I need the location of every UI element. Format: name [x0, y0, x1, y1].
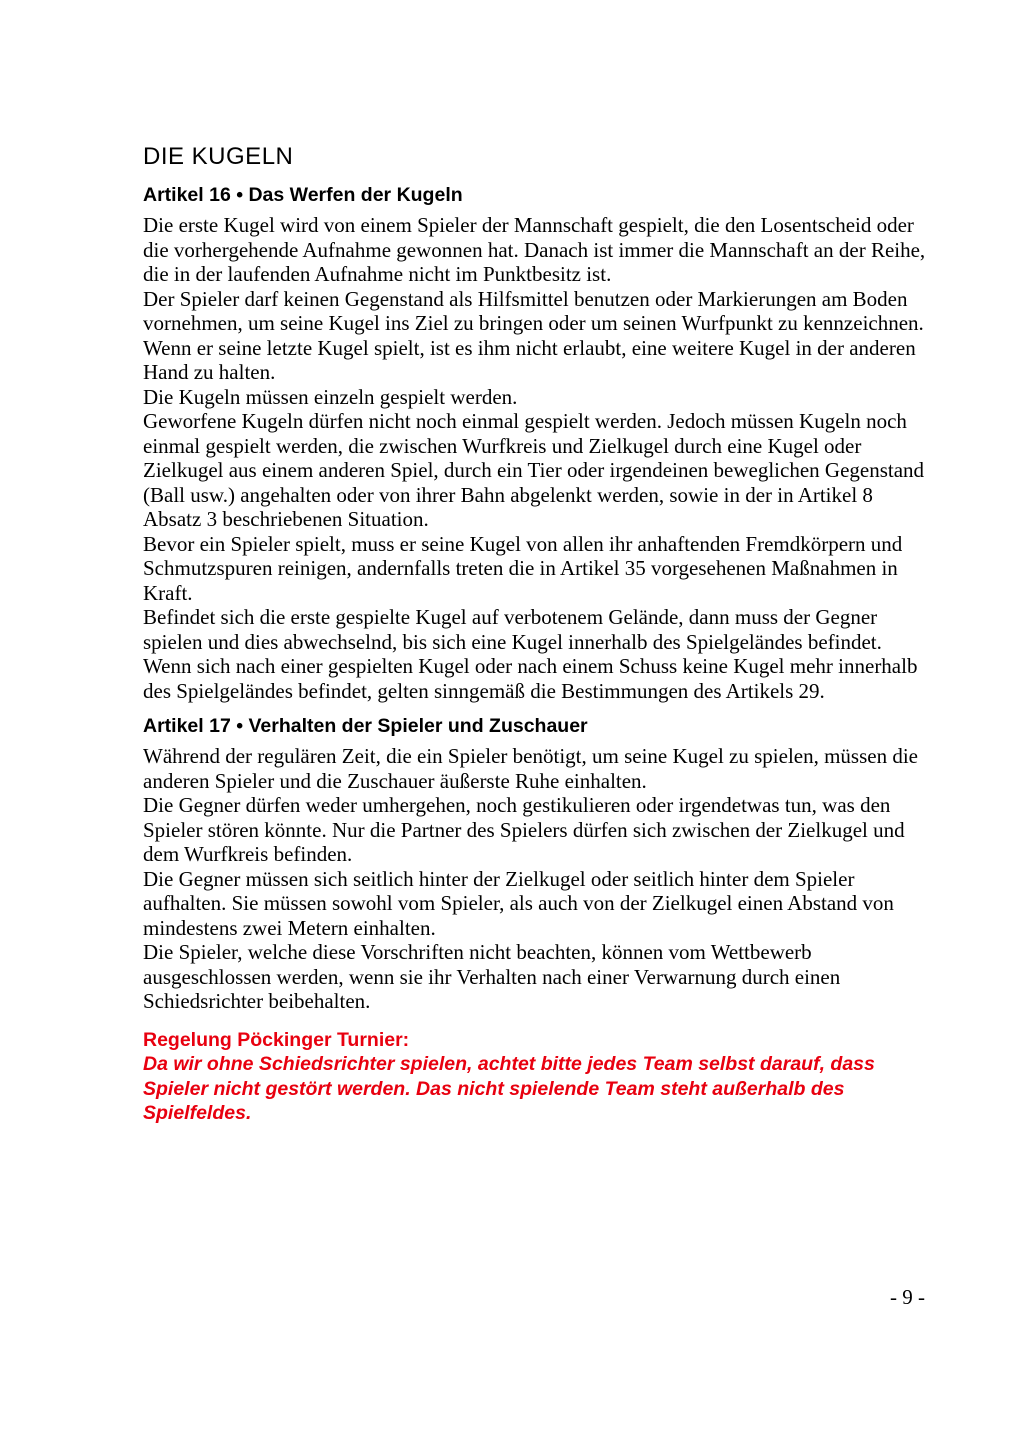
paragraph: Die erste Kugel wird von einem Spieler der Mannschaft gespielt, die den Losentscheid oder die vorhergehende Aufnahme gewonnen hat. Danach ist immer die Mannschaft an der Reihe, die in der laufenden Aufnahme nicht im Punktbesitz ist. — [143, 213, 926, 286]
paragraph: Wenn sich nach einer gespielten Kugel oder nach einem Schuss keine Kugel mehr innerhalb des Spielgeländes befindet, gelten sinngemäß die Bestimmungen des Artikels 29. — [143, 654, 918, 703]
notice-heading: Regelung Pöckinger Turnier: — [143, 1028, 410, 1051]
paragraph: Während der regulären Zeit, die ein Spieler benötigt, um seine Kugel zu spielen, müssen die anderen Spieler und die Zuschauer äußerste Ruhe einhalten. — [143, 744, 919, 793]
paragraph: Geworfene Kugeln dürfen nicht noch einmal gespielt werden. Jedoch müssen Kugeln noch einmal gespielt werden, die zwischen Wurfkreis und Zielkugel durch eine Kugel oder Zielkugel aus einem anderen Spiel, durch ein Tier oder irgendeinen beweglichen Gegenstand (Ball usw.) angehalten oder von ihrer Bahn abgelenkt werden, sowie in der in Artikel 8 Absatz 3 beschriebenen Situation. — [143, 409, 925, 531]
paragraph: Die Spieler, welche diese Vorschriften nicht beachten, können vom Wettbewerb ausgeschlossen werden, wenn sie ihr Verhalten nach einer Verwarnung durch einen Schiedsrichter beibehalten. — [143, 940, 841, 1013]
notice-body: Da wir ohne Schiedsrichter spielen, achtet bitte jedes Team selbst darauf, dass Spieler nicht gestört werden. Das nicht spielende Team steht außerhalb des Spielfeldes. — [143, 1053, 875, 1124]
section-artikel-17 — [143, 715, 935, 1014]
section-artikel-16 — [143, 184, 935, 703]
paragraph: Die Kugeln müssen einzeln gespielt werden. — [143, 384, 518, 409]
page-title: DIE KUGELN — [143, 143, 294, 170]
paragraph: Befindet sich die erste gespielte Kugel auf verbotenem Gelände, dann muss der Gegner spielen und dies abwechselnd, bis sich eine Kugel innerhalb des Spielgeländes befindet. — [143, 605, 882, 654]
paragraph: Bevor ein Spieler spielt, muss er seine Kugel von allen ihr anhaftenden Fremdkörpern und Schmutzspuren reinigen, andernfalls treten die in Artikel 35 vorgesehenen Maßnahmen in Kraft. — [143, 531, 903, 605]
tournament-notice — [143, 1028, 935, 1126]
paragraph: Die Gegner müssen sich seitlich hinter der Zielkugel oder seitlich hinter dem Spieler aufhalten. Sie müssen sowohl vom Spieler, als auch von der Zielkugel einen Abstand von mindestens zwei Metern einhalten. — [143, 866, 894, 940]
page-number: - 9 - — [890, 1285, 925, 1309]
page-content — [143, 143, 935, 1126]
section-heading: Artikel 16 • Das Werfen der Kugeln — [143, 184, 463, 206]
paragraph: Die Gegner dürfen weder umhergehen, noch gestikulieren oder irgendetwas tun, was den Spieler stören könnte. Nur die Partner des Spielers dürfen sich zwischen der Zielkugel und dem Wurfkreis befinden. — [143, 793, 905, 866]
section-heading: Artikel 17 • Verhalten der Spieler und Zuschauer — [143, 715, 588, 737]
paragraph: Der Spieler darf keinen Gegenstand als Hilfsmittel benutzen oder Markierungen am Boden vornehmen, um seine Kugel ins Ziel zu bringen oder um seinen Wurfpunkt zu kennzeichnen. Wenn er seine letzte Kugel spielt, ist es ihm nicht erlaubt, eine weitere Kugel in der anderen Hand zu halten. — [143, 286, 924, 384]
